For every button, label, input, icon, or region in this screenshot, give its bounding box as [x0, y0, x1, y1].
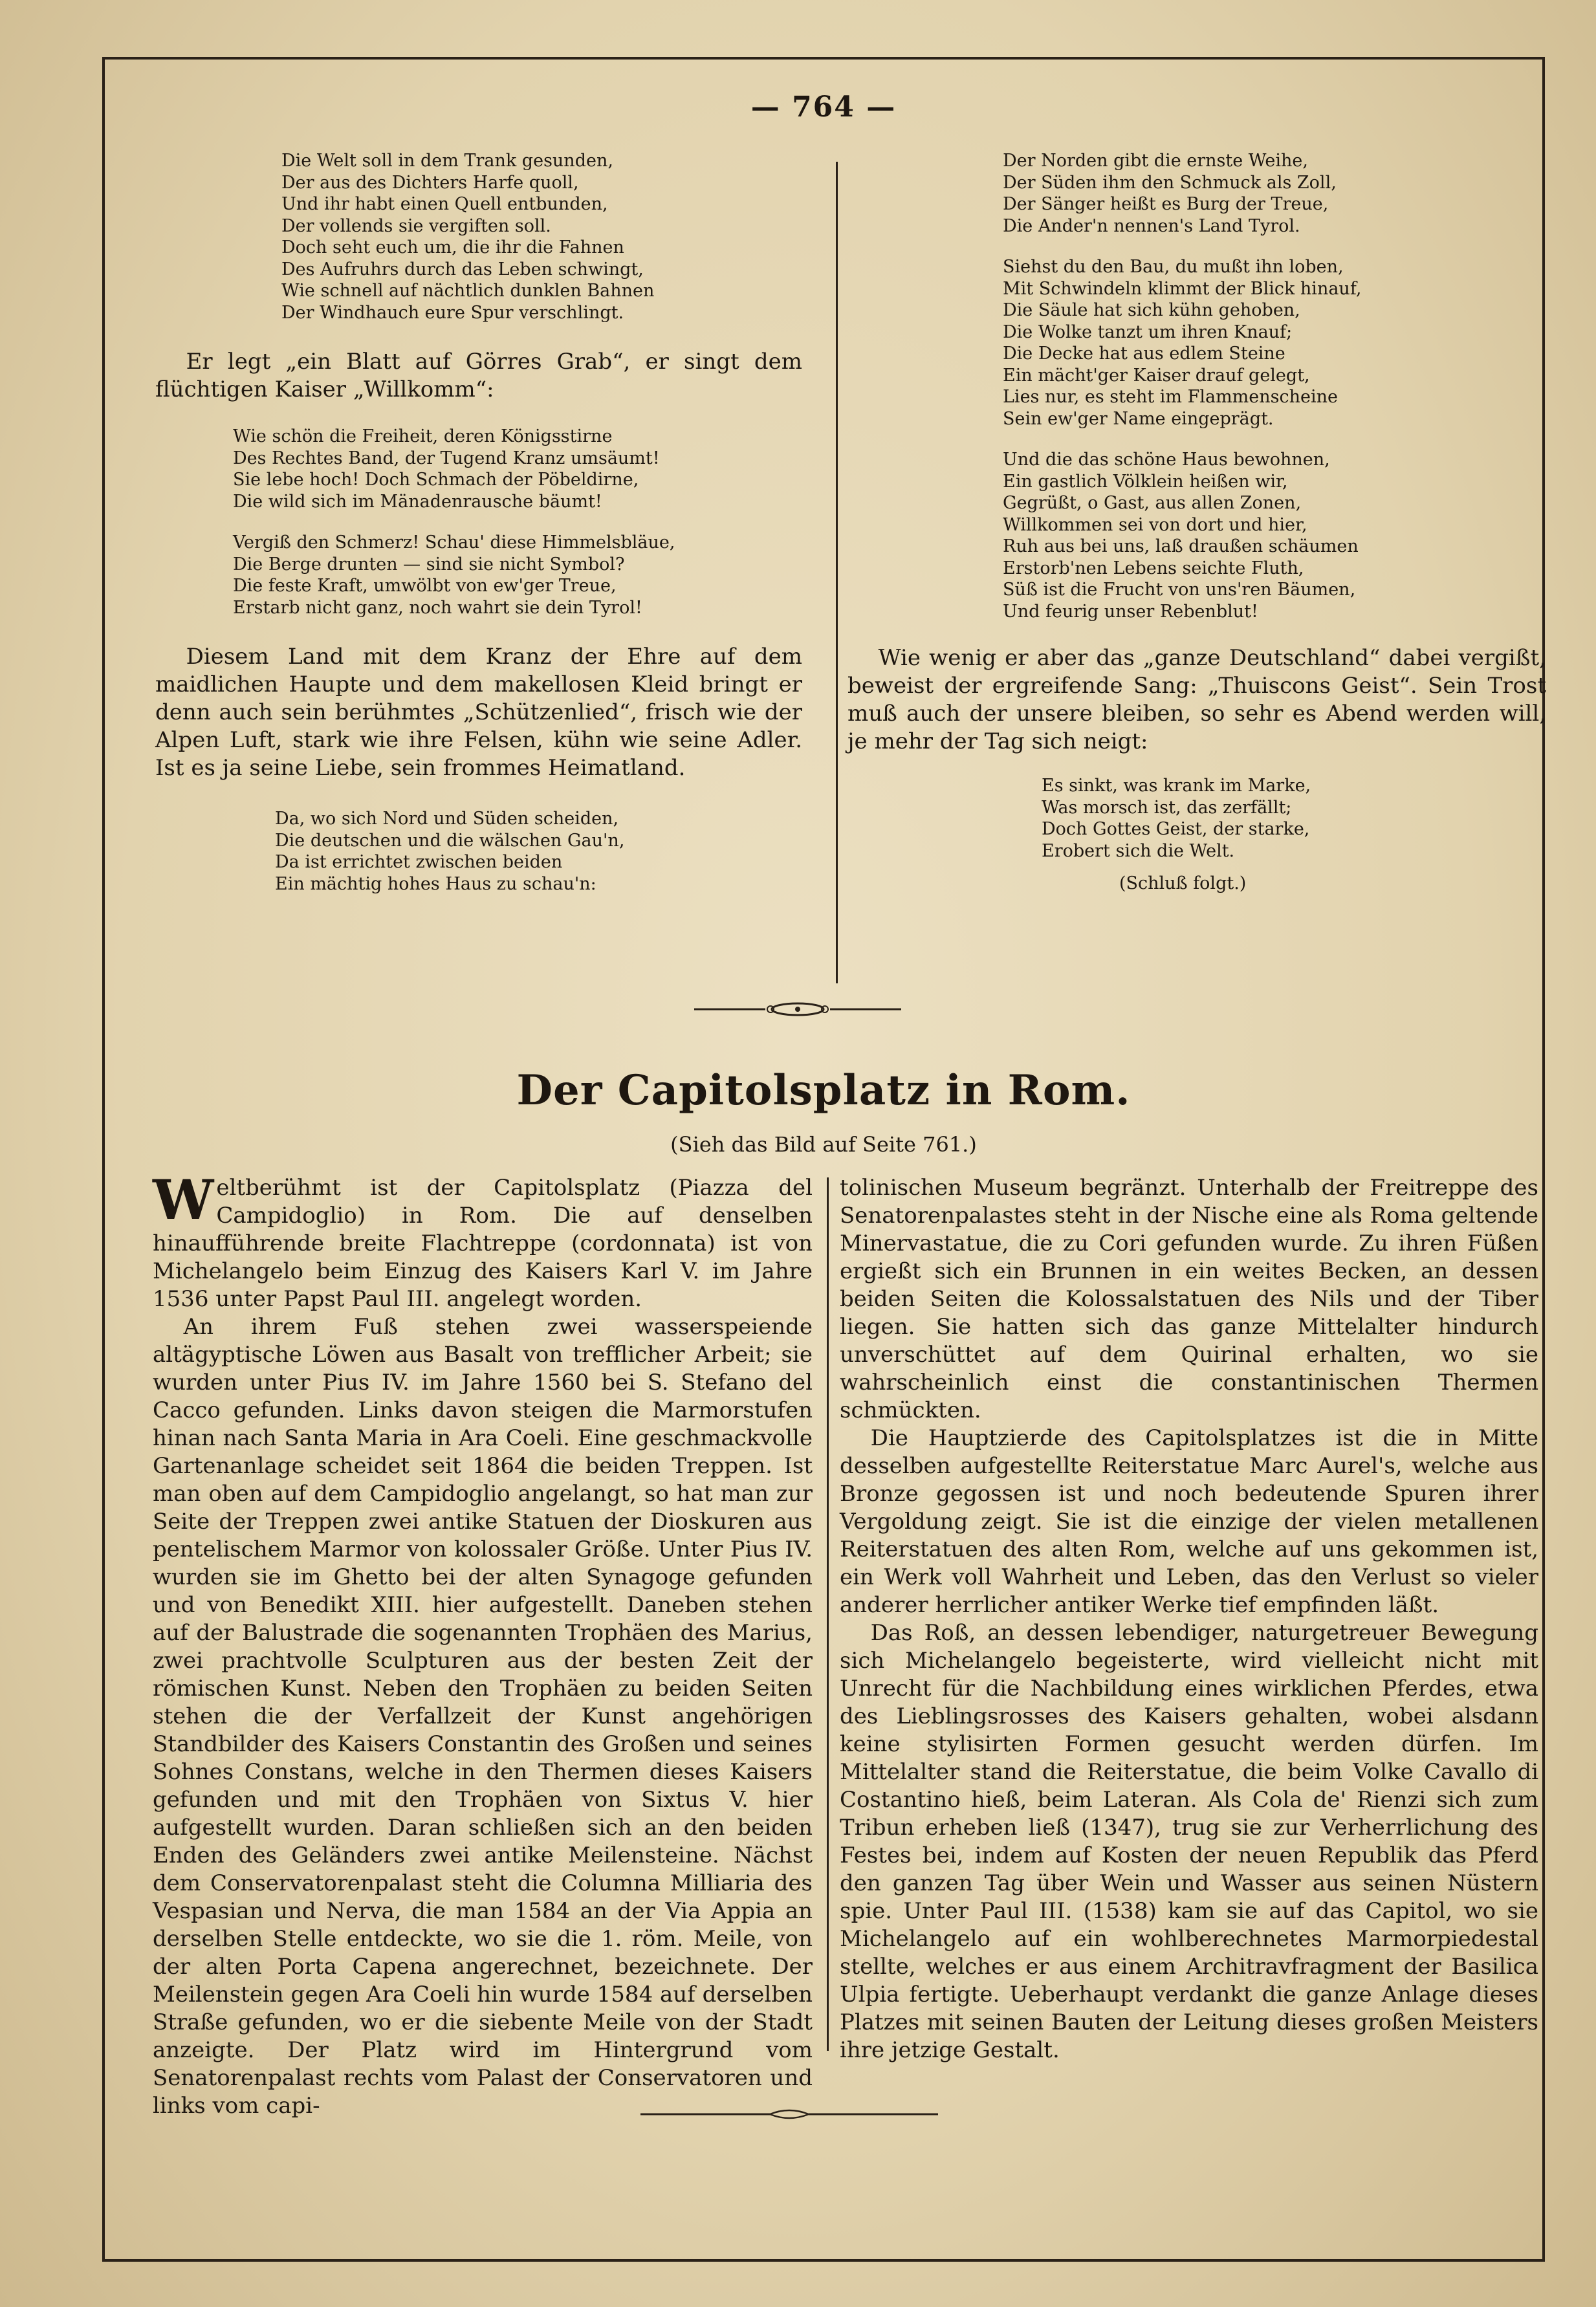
poem-line: Es sinkt, was krank im Marke,	[1042, 776, 1311, 796]
poem-line: Erstarb nicht ganz, noch wahrt sie dein Tyrol!	[233, 597, 642, 618]
paragraph-thuiscon	[847, 644, 1546, 756]
column-divider-article	[827, 1177, 829, 2051]
column-divider-top	[836, 162, 838, 983]
poem-line: Und ihr habt einen Quell entbunden,	[281, 194, 608, 214]
poem-line: Vergiß den Schmerz! Schau' diese Himmelsbläue,	[233, 532, 675, 552]
poem-line: Die deutschen und die wälschen Gau'n,	[275, 830, 625, 851]
poem-line: Und feurig unser Rebenblut!	[1003, 601, 1258, 622]
page-number: — 764 —	[750, 91, 897, 124]
poem-line: Da, wo sich Nord und Süden scheiden,	[275, 809, 619, 829]
paragraph-goerres	[155, 348, 802, 404]
poem-line: Die wild sich im Mänadenrausche bäumt!	[233, 491, 602, 512]
poem-line: Der Süden ihm den Schmuck als Zoll,	[1003, 172, 1337, 193]
poem-line: Des Rechtes Band, der Tugend Kranz umsäumt!	[233, 448, 660, 468]
poem-line: Ruh aus bei uns, laß draußen schäumen	[1003, 536, 1359, 556]
continued-note: (Schluß folgt.)	[1119, 873, 1247, 893]
article-paragraph: tolinischen Museum begränzt. Unterhalb der Freitreppe des Senatorenpalastes steht in der Nische eine als Roma geltende Minervastatue, die zu Cori gefunden wurde. Zu ihren Füßen ergießt sich ein Brunnen in ein weites Becken, an dessen beiden Seiten die Kolossalstatuen des Nils und der Tiber liegen. Sie hatten sich das ganze Mittelalter hindurch unverschüttet auf dem Quirinal erhalten, wo sie wahrscheinlich einst die constantinischen Thermen schmückten.	[840, 1175, 1538, 1423]
poem-bau	[1003, 256, 1546, 430]
poem-line: Wie schön die Freiheit, deren Königsstirne	[233, 426, 613, 446]
poem-line: Willkommen sei von dort und hier,	[1003, 514, 1307, 535]
bottom-rule-icon	[640, 2108, 938, 2121]
poem-line: Und die das schöne Haus bewohnen,	[1003, 450, 1330, 470]
poem-norden	[1003, 150, 1546, 237]
poem-line: Doch Gottes Geist, der starke,	[1042, 819, 1310, 839]
paragraph-text: Er legt „ein Blatt auf Görres Grab“, er singt dem flüchtigen Kaiser „Willkomm“:	[155, 349, 802, 402]
article-title: Der Capitolsplatz in Rom.	[516, 1066, 1131, 1115]
article-subtitle: (Sieh das Bild auf Seite 761.)	[670, 1132, 977, 1157]
poem-line: Süß ist die Frucht von uns'ren Bäumen,	[1003, 580, 1356, 600]
poem-line: Die Decke hat aus edlem Steine	[1003, 344, 1285, 364]
ornament-divider-icon	[694, 1000, 901, 1019]
poem-line: Der vollends sie vergiften soll.	[281, 215, 551, 236]
poem-line: Mit Schwindeln klimmt der Blick hinauf,	[1003, 278, 1362, 299]
article-paragraph: An ihrem Fuß stehen zwei wasserspeiende altägyptische Löwen aus Basalt von trefflicher Arbeit; sie wurden unter Pius IV. im Jahre 1560 bei S. Stefano del Cacco gefunden. Links davon steigen die Marmorstufen hinan nach Santa Maria in Ara Coeli. Eine geschmackvolle Gartenanlage scheidet seit 1864 die beiden Treppen. Ist man oben auf dem Campidoglio angelangt, so hat man zur Seite der Treppen zwei antike Statuen der Dioskuren aus pentelischem Marmor von kolossaler Größe. Unter Pius IV. wurden sie im Ghetto bei der alten Synagoge gefunden und von Benedikt XIII. hier aufgestellt. Daneben stehen auf der Balustrade die sogenannten Trophäen des Marius, zwei prachtvolle Sculpturen aus der besten Zeit der römischen Kunst. Neben den Trophäen zu beiden Seiten stehen die der Verfallzeit der Kunst angehörigen Standbilder des Kaisers Constantin des Großen und seines Sohnes Constans, welche in den Thermen dieses Kaisers gefunden und mit den Trophäen von Sixtus V. hier aufgestellt wurden. Daran schließen sich an den beiden Enden des Geländers zwei antike Meilensteine. Nächst dem Conservatorenpalast steht die Columna Milliaria des Vespasian und Nerva, die man 1584 an der Via Appia an derselben Stelle entdeckte, wo sie die 1. röm. Meile, von der alten Porta Capena angerechnet, bezeichnete. Der Meilenstein gegen Ara Coeli hin wurde 1584 auf derselben Straße gefunden, wo er die siebente Meile von der Stadt anzeigte. Der Platz wird im Hintergrund vom Senatorenpalast rechts vom Palast der Conservatoren und links vom capi-	[153, 1314, 813, 2119]
poem-line: Siehst du den Bau, du mußt ihn loben,	[1003, 257, 1344, 277]
left-top-column	[155, 150, 802, 895]
dropcap: W	[153, 1168, 214, 1232]
poem-line: Erstorb'nen Lebens seichte Fluth,	[1003, 558, 1304, 578]
article-right-column	[840, 1174, 1538, 2064]
poem-line: Ein mächt'ger Kaiser drauf gelegt,	[1003, 365, 1310, 386]
poem-nord-sued	[275, 808, 802, 895]
paragraph-text: Diesem Land mit dem Kranz der Ehre auf dem maidlichen Haupte und dem makellosen Kleid bringt er denn auch sein berühmtes „Schützenlied“, frisch wie der Alpen Luft, stark wie ihre Felsen, kühn wie seine Adler. Ist es ja seine Liebe, sein frommes Heimatland.	[155, 644, 802, 781]
poem-line: Des Aufruhrs durch das Leben schwingt,	[281, 259, 644, 279]
paragraph-schuetzenlied	[155, 643, 802, 782]
poem-sinkt	[1042, 775, 1546, 862]
poem-line: Was morsch ist, das zerfällt;	[1042, 797, 1292, 818]
right-top-column	[847, 150, 1546, 893]
article-left-column	[153, 1168, 813, 2120]
article-paragraph: eltberühmt ist der Capitolsplatz (Piazza del Campidoglio) in Rom. Die auf denselben hinaufführende breite Flachtreppe (cordonnata) ist von Michelangelo beim Einzug des Kaisers Karl V. im Jahre 1536 unter Papst Paul III. angelegt worden.	[153, 1175, 813, 1312]
poem-line: Sein ew'ger Name eingeprägt.	[1003, 408, 1274, 429]
poem-line: Die feste Kraft, umwölbt von ew'ger Treue,	[233, 576, 617, 596]
poem-line: Die Wolke tanzt um ihren Knauf;	[1003, 322, 1293, 342]
poem-line: Gegrüßt, o Gast, aus allen Zonen,	[1003, 493, 1302, 513]
poem-line: Der Sänger heißt es Burg der Treue,	[1003, 194, 1329, 214]
poem-line: Erobert sich die Welt.	[1042, 840, 1235, 861]
poem-schmerz	[233, 532, 802, 618]
article-paragraph: Das Roß, an dessen lebendiger, naturgetreuer Bewegung sich Michelangelo begeisterte, wird vielleicht nicht mit Unrecht für die Nachbildung eines wirklichen Pferdes, etwa des Lieblingsrosses des Kaisers gehalten, wobei alsdann keine stylisirten Formen gesucht werden dürfen. Im Mittelalter stand die Reiterstatue, die beim Volke Cavallo di Costantino hieß, beim Lateran. Als Cola de' Rienzi sich zum Tribun erheben ließ (1347), trug sie zur Verherrlichung des Festes bei, indem auf Kosten der neuen Republik das Pferd den ganzen Tag über Wein und Wasser aus seinen Nüstern spie. Unter Paul III. (1538) kam sie auf das Capitol, wo sie Michelangelo auf ein wohlberechnetes Marmorpiedestal stellte, welches er aus einem Architravfragment der Basilica Ulpia fertigte. Ueberhaupt verdankt die ganze Anlage dieses Platzes mit seinen Bauten der Leitung dieses großen Meisters ihre jetzige Gestalt.	[840, 1620, 1538, 2063]
poem-freiheit	[233, 426, 802, 512]
poem-line: Sie lebe hoch! Doch Schmach der Pöbeldirne,	[233, 470, 639, 490]
poem-line: Wie schnell auf nächtlich dunklen Bahnen	[281, 281, 655, 301]
poem-line: Der Windhauch eure Spur verschlingt.	[281, 302, 624, 323]
poem-line: Der aus des Dichters Harfe quoll,	[281, 172, 579, 193]
poem-line: Lies nur, es steht im Flammenscheine	[1003, 387, 1338, 407]
poem-line: Die Säule hat sich kühn gehoben,	[1003, 300, 1300, 320]
poem-line: Die Berge drunten — sind sie nicht Symbol?	[233, 554, 625, 574]
poem-line: Ein gastlich Völklein heißen wir,	[1003, 471, 1288, 492]
poem-line: Der Norden gibt die ernste Weihe,	[1003, 151, 1308, 171]
poem-line: Doch seht euch um, die ihr die Fahnen	[281, 237, 624, 257]
poem-line: Die Ander'n nennen's Land Tyrol.	[1003, 215, 1300, 236]
poem-haus	[1003, 449, 1546, 622]
poem-welt	[281, 150, 802, 323]
paragraph-text: Wie wenig er aber das „ganze Deutschland“ dabei vergißt, beweist der ergreifende Sang: „Thuiscons Geist“. Sein Trost muß auch der unsere bleiben, so sehr es Abend werden will, je mehr der Tag sich neigt:	[847, 645, 1546, 754]
article-paragraph: Die Hauptzierde des Capitolsplatzes ist die in Mitte desselben aufgestellte Reiterstatue Marc Aurel's, welche aus Bronze gegossen ist und noch bedeutende Spuren ihrer Vergoldung zeigt. Sie ist die einzige der vielen metallenen Reiterstatuen des alten Rom, welche auf uns gekommen ist, ein Werk voll Wahrheit und Leben, das den Verlust so vieler anderer herrlicher antiker Werke tief empfinden läßt.	[840, 1425, 1538, 1618]
poem-line: Ein mächtig hohes Haus zu schau'n:	[275, 873, 596, 894]
poem-line: Da ist errichtet zwischen beiden	[275, 852, 563, 872]
poem-line: Die Welt soll in dem Trank gesunden,	[281, 151, 613, 171]
